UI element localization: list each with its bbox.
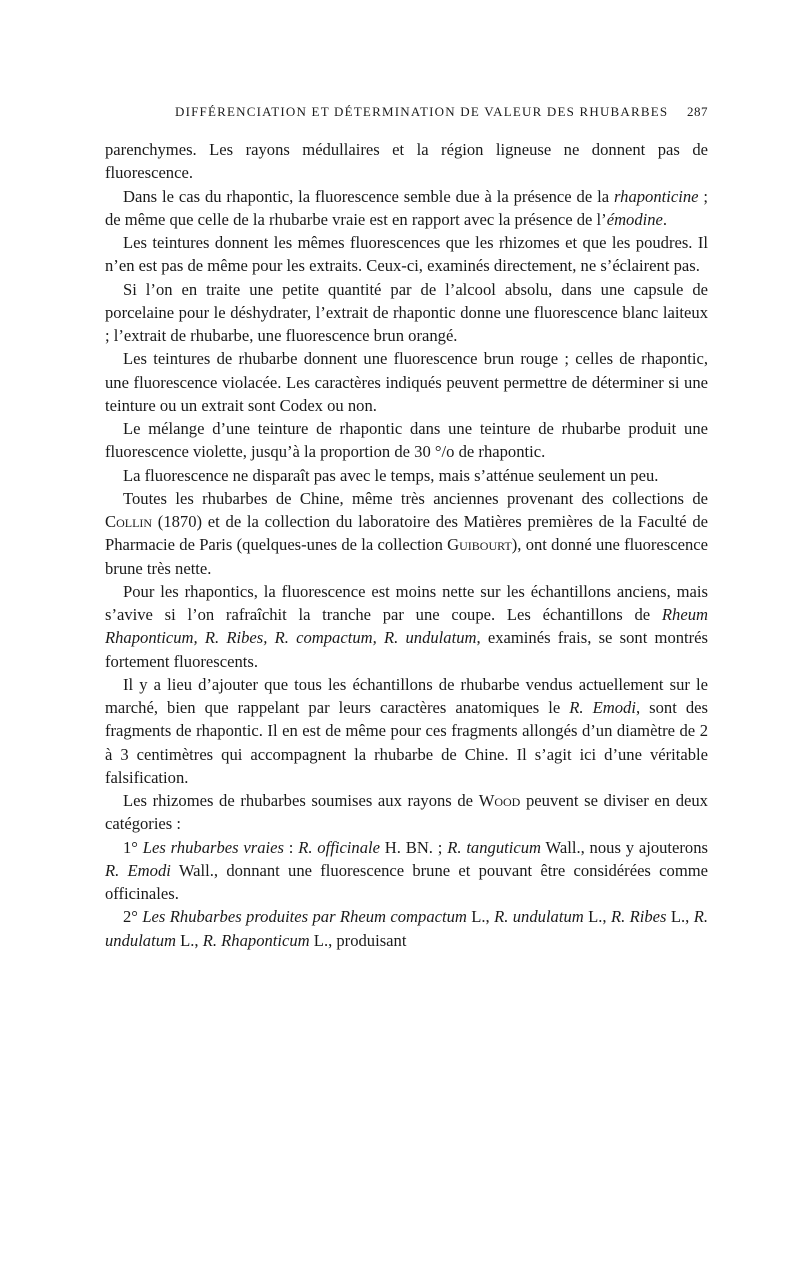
italic-run: rhaponticine: [613, 186, 699, 206]
text-run: L., produisant: [309, 930, 407, 950]
italic-run: R. Ribes: [610, 907, 667, 927]
page-number: 287: [687, 104, 708, 119]
paragraph: [105, 487, 708, 580]
text-run: peuvent se diviser en deux catégories :: [105, 791, 708, 834]
italic-run: Les Rhubarbes produites par Rheum compactum: [142, 907, 467, 927]
text-run: Wall., nous y ajouterons: [541, 837, 708, 857]
paragraph: [105, 580, 708, 673]
text-run: Dans le cas du rhapontic, la fluorescence semble due à la présence de la: [123, 186, 614, 206]
text-run: Toutes les rhubarbes de Chine, même très anciennes provenant des collections de: [123, 488, 708, 508]
paragraph: [105, 836, 708, 906]
text-run: ), ont donné une fluorescence brune très nette.: [105, 535, 708, 578]
text-run: Les rhizomes de rhubarbes soumises aux rayons de: [123, 791, 479, 810]
paragraph: Le mélange d’une teinture de rhapontic dans une teinture de rhubarbe produit une fluorescence violette, jusqu’à la proportion de 30 °/o de rhapontic.: [105, 419, 708, 462]
paragraph: Les teintures donnent les mêmes fluorescences que les rhizomes et que les poudres. Il n’en est pas de même pour les extraits. Ceux-ci, examinés directement, ne s’éclairent pas.: [105, 233, 708, 276]
small-caps-name: Wood: [478, 791, 521, 810]
text-run: H. BN. ;: [379, 837, 448, 857]
text-run: Pour les rhapontics, la fluorescence est moins nette sur les échantillons anciens, mais s’avive si l’on rafraîchit la tranche par une coupe. Les échantillons de: [105, 581, 708, 624]
italic-run: R. officinale: [298, 837, 380, 857]
paragraph: [105, 185, 708, 232]
italic-run: Les rhubarbes vraies: [142, 837, 284, 857]
italic-run: R. undulatum: [105, 907, 708, 950]
italic-run: R. Rhaponticum: [202, 930, 310, 950]
italic-run: R. Emodi: [569, 698, 636, 717]
italic-run: émodine: [606, 209, 663, 229]
small-caps-name: Guibourt: [447, 535, 512, 555]
paragraph: Si l’on en traite une petite quantité par de l’alcool absolu, dans une capsule de porcelaine pour le déshydrater, l’extrait de rhapontic donne une fluorescence blanc laiteux ; l’extrait de rhubarbe, une fluorescence brun orangé.: [105, 279, 708, 345]
text-run: L.,: [176, 930, 203, 950]
paragraph: La fluorescence ne disparaît pas avec le temps, mais s’atténue seulement un peu.: [123, 465, 659, 485]
running-head-title: DIFFÉRENCIATION ET DÉTERMINATION DE VALEUR DES RHUBARBES: [175, 104, 669, 119]
italic-run: Rheum Rhaponticum, R. Ribes, R. compactum, R. undulatum: [105, 605, 708, 648]
text-run: L.,: [583, 907, 611, 927]
text-run: ; de même que celle de la rhubarbe vraie est en rapport avec la présence de l’: [105, 186, 708, 229]
italic-run: R. tanguticum: [447, 837, 541, 857]
text-run: L.,: [466, 907, 495, 927]
text-run: , sont des fragments de rhapontic. Il en est de même pour ces fragments allongés d’un diamètre de 2 à 3 centimètres qui accompagnent la rhubarbe de Chine. Il s’agit ici d’une véritable falsification.: [105, 698, 708, 787]
text-run: .: [662, 209, 668, 229]
text-run: :: [283, 837, 299, 857]
text-run: Wall., donnant une fluorescence brune et pouvant être considérées comme officinales.: [105, 860, 708, 903]
paragraph: [105, 905, 708, 952]
text-run: L.,: [666, 907, 694, 927]
text-run: Il y a lieu d’ajouter que tous les échantillons de rhubarbe vendus actuellement sur le marché, bien que rappelant par leurs caractères anatomiques le: [105, 674, 708, 717]
italic-run: R. undulatum: [494, 907, 584, 927]
body-text: [105, 138, 708, 952]
text-run: (1870) et de la collection du laboratoire des Matières premières de la Faculté de Pharmacie de Paris (quelques-unes de la collection: [105, 512, 708, 555]
text-run: , examinés frais, se sont montrés fortement fluorescents.: [105, 628, 708, 671]
paragraph: [105, 789, 708, 836]
paragraph: parenchymes. Les rayons médullaires et la région ligneuse ne donnent pas de fluorescence.: [105, 140, 708, 183]
text-run: 2°: [123, 907, 143, 927]
italic-run: R. Emodi: [105, 860, 171, 880]
paragraph: Les teintures de rhubarbe donnent une fluorescence brun rouge ; celles de rhapontic, une fluorescence violacée. Les caractères indiqués peuvent permettre de déterminer si une teinture ou un extrait sont Codex ou non.: [105, 349, 708, 415]
paragraph: [105, 673, 708, 789]
text-run: 1°: [123, 837, 143, 857]
small-caps-name: Collin: [105, 512, 153, 531]
